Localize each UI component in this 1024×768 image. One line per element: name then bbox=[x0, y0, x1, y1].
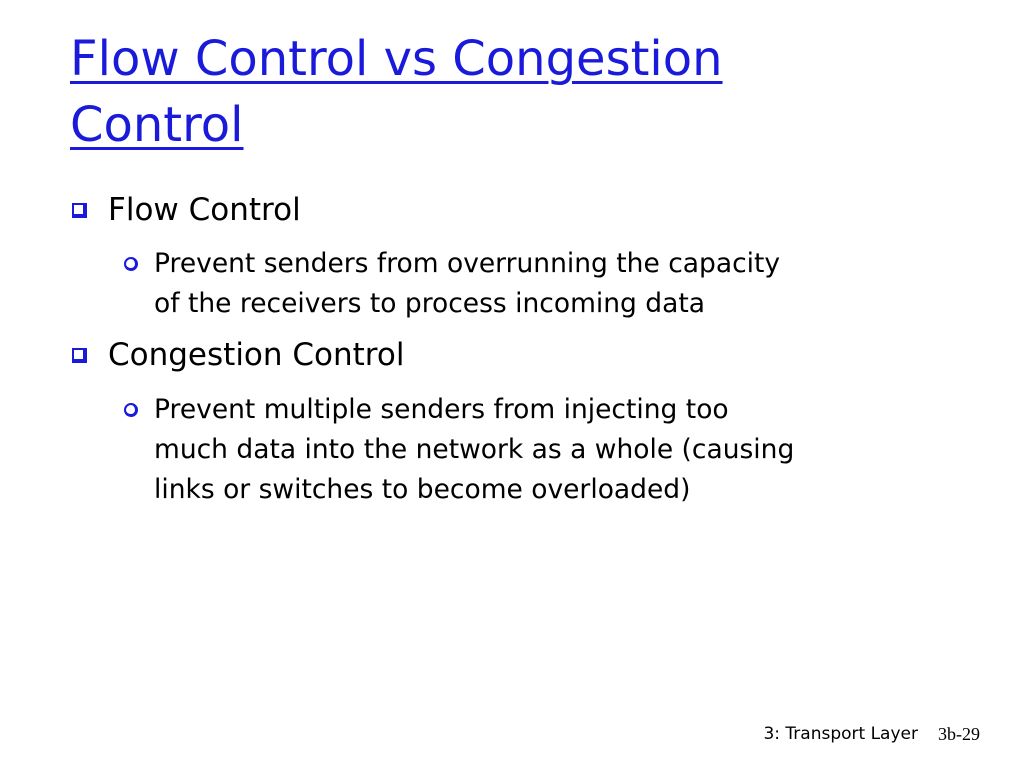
title-line-1: Flow Control vs Congestion bbox=[70, 31, 723, 87]
footer-chapter-label: 3: Transport Layer bbox=[763, 724, 918, 744]
bullet-label: Flow Control bbox=[108, 192, 301, 228]
sub-bullet-line: much data into the network as a whole (causing bbox=[154, 434, 795, 465]
square-bullet-icon bbox=[72, 348, 87, 363]
slide-title bbox=[70, 26, 970, 158]
sub-bullet-line: Prevent multiple senders from injecting too bbox=[154, 394, 729, 425]
sub-bullet-line: of the receivers to process incoming data bbox=[154, 288, 705, 319]
sub-bullet-line: Prevent senders from overrunning the capacity bbox=[154, 248, 781, 279]
square-bullet-icon bbox=[72, 203, 87, 218]
sub-bullet-text bbox=[154, 244, 780, 324]
circle-bullet-icon bbox=[124, 257, 138, 271]
sub-bullet-text bbox=[154, 390, 794, 510]
page-number: 3b-29 bbox=[938, 724, 980, 744]
sub-bullet-line: links or switches to become overloaded) bbox=[154, 474, 691, 505]
circle-bullet-icon bbox=[124, 403, 138, 417]
bullet-label: Congestion Control bbox=[108, 337, 405, 373]
title-line-2: Control bbox=[70, 97, 244, 153]
